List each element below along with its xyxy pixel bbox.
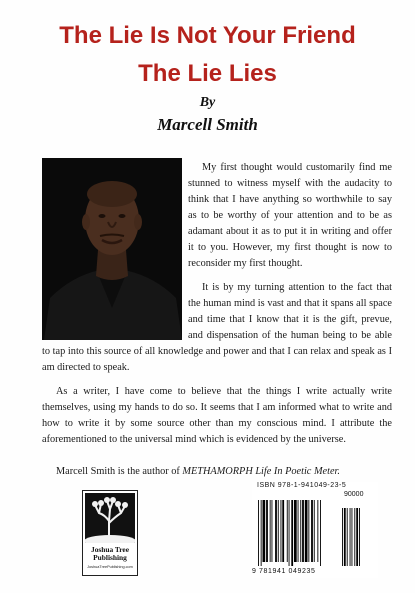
price-code: 90000: [344, 491, 364, 498]
publisher-logo: [82, 490, 138, 576]
author-note-prefix: Marcell Smith is the author of: [56, 466, 180, 477]
book-title-line-2: The Lie Lies: [138, 60, 277, 87]
barcode-bars: [256, 500, 376, 568]
back-cover-text: [42, 160, 392, 456]
book-title-line-1: The Lie Is Not Your Friend: [59, 22, 356, 49]
paragraph-2: It is by my turning attention to the fact that the human mind is vast and that it spans all space and time that I know that it is the gift, prevue, and dispensation of the human being to be able to tap into this source of all knowledge and power and that I can relax and speak as I am directed to speak.: [42, 282, 392, 373]
isbn-barcode: [252, 482, 378, 578]
other-book-title: METHAMORPH Life In Poetic Meter.: [182, 466, 340, 477]
author-name: Marcell Smith: [157, 115, 258, 134]
joshua-tree-icon: [85, 493, 135, 543]
publisher-name-line-2: Publishing: [93, 553, 127, 562]
paragraph-3: As a writer, I have come to believe that the things I write actually write themselves, using my hands to do so. It seems that I am informed what to write and how to write it by some source other than my conscious mind. I attribute the aforementioned to the universal mind which is evidenced by the universe.: [42, 386, 392, 445]
publisher-url: JoshuaTreePublishing.com: [87, 565, 133, 569]
author-note: [42, 466, 392, 477]
paragraph-1: My first thought would customarily find me stunned to witness myself with the audacity to think that I have anything so worthwhile to say as to be worthy of your attention and to be as adamant about it as to put it in writing and offer it to you. However, my first thought is now to reconsider my first thought.: [188, 162, 392, 269]
ean-digits: 9 781941 049235: [252, 568, 316, 575]
publisher-name: [83, 546, 137, 562]
isbn-number: ISBN 978-1-941049-23-5: [257, 482, 347, 489]
by-label: By: [199, 95, 216, 110]
photo-spacer: [42, 160, 188, 342]
publisher-name-line-1: Joshua Tree: [91, 545, 129, 554]
